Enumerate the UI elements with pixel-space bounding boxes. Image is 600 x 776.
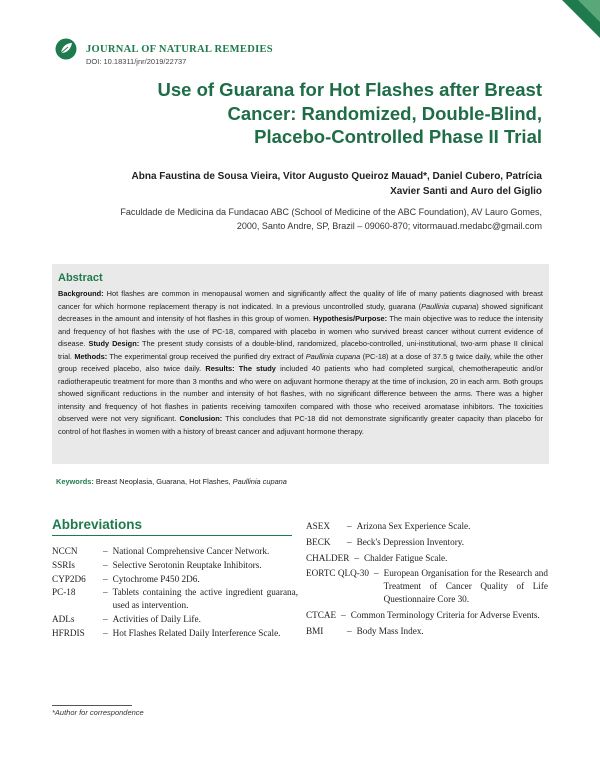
journal-leaf-icon xyxy=(55,38,77,60)
abbreviation-definition: European Organisation for the Research and Treatment of Cancer Quality of Life Questionnaire Core 30. xyxy=(383,568,548,604)
abstract-text xyxy=(58,288,543,438)
authors xyxy=(60,170,542,199)
title-line: Cancer: Randomized, Double-Blind, xyxy=(227,102,542,124)
abbreviation-row xyxy=(52,627,298,640)
abbreviation-definition: Body Mass Index. xyxy=(356,625,424,636)
abbreviation-row xyxy=(306,567,548,605)
abbreviation-dash: – xyxy=(347,625,352,636)
abbreviations-heading: Abbreviations xyxy=(52,517,143,532)
methods-label: Methods: xyxy=(71,351,108,361)
species-name: Paullinia cupana xyxy=(421,301,477,311)
abbreviation-definition: Cytochrome P450 2D6. xyxy=(112,573,200,584)
keywords-species: Paullinia cupana xyxy=(232,477,287,486)
footnote: *Author for correspondence xyxy=(52,708,144,717)
abbreviation-definition: Activities of Daily Life. xyxy=(112,613,201,624)
abbreviations-right-column xyxy=(306,520,548,638)
abbreviation-term: SSRIs xyxy=(52,559,75,570)
conclusion-text: This concludes that PC-18 did not demonstrate significantly greater capacity than placebo for control of hot flashes in women with a history of breast cancer and adjuvant hormone therapy. xyxy=(58,414,543,436)
abbreviation-definition: Selective Serotonin Reuptake Inhibitors. xyxy=(112,559,262,570)
affiliation xyxy=(60,205,542,233)
abbreviation-dash: – xyxy=(347,521,352,531)
abbreviation-definition: Tablets containing the active ingredient guarana, used as intervention. xyxy=(112,587,298,611)
corner-decoration-inner xyxy=(578,0,600,22)
abbreviation-row xyxy=(306,520,548,533)
methods-text-cont: (PC-18) at a dose of 37.5 g twice daily, while the other group received placebo, also twice daily. xyxy=(58,351,543,373)
abbreviation-definition: National Comprehensive Cancer Network. xyxy=(112,546,270,556)
authors-line: Xavier Santi and Auro del Giglio xyxy=(390,185,542,197)
abbreviation-term: NCCN xyxy=(52,546,78,556)
background-text: Hot flashes are common in menopausal women and significantly affect the quality of life of many patients diagnosed with breast cancer for which hormone replacement therapy is not indicated. In a previous uncontrolled study, guarana ( xyxy=(58,289,543,311)
abbreviation-row xyxy=(52,573,298,586)
abbreviation-term: PC-18 xyxy=(52,587,76,598)
abbreviation-term: ASEX xyxy=(306,521,330,531)
authors-line: Abna Faustina de Sousa Vieira, Vitor Augusto Queiroz Mauad*, Daniel Cubero, Patrícia xyxy=(131,171,542,182)
abbreviation-dash: – xyxy=(103,546,108,556)
abbreviation-dash: – xyxy=(103,627,108,638)
abbreviation-row xyxy=(52,545,298,558)
conclusion-label: Conclusion: xyxy=(176,414,223,423)
abbreviation-dash: – xyxy=(347,536,352,547)
abbreviation-definition: Hot Flashes Related Daily Interference Scale. xyxy=(112,627,281,638)
methods-text: The experimental group received the purified dry extract of xyxy=(107,351,306,361)
abbreviations-rule xyxy=(52,535,292,536)
design-text: The present study consists of a double-blind, randomized, placebo-controlled, uni-institutional, two-arm phase II clinical trial. xyxy=(58,339,543,361)
title-line: Use of Guarana for Hot Flashes after Breast xyxy=(157,79,542,100)
affiliation-line: Faculdade de Medicina da Fundacao ABC (School of Medicine of the ABC Foundation), AV Lauro Gomes, xyxy=(120,207,542,217)
species-name: Paullinia cupana xyxy=(305,351,361,361)
background-label: Background: xyxy=(58,289,104,298)
hypothesis-text: The main objective was to reduce the intensity and frequency of hot flashes with the use of PC-18, compared with placebo in women who survived breast cancer without current evidence of disease. xyxy=(58,314,543,348)
abbreviation-dash: – xyxy=(103,559,108,570)
abbreviation-dash: – xyxy=(341,609,346,620)
abbreviation-term: ADLs xyxy=(52,613,75,624)
article-title xyxy=(60,78,542,149)
abbreviation-definition: Arizona Sex Experience Scale. xyxy=(356,521,471,531)
abbreviation-row xyxy=(52,559,298,572)
abstract-heading: Abstract xyxy=(58,272,103,284)
journal-name: JOURNAL OF NATURAL REMEDIES xyxy=(86,44,273,55)
results-text: included 40 patients who had completed surgical, chemotherapeutic and/or radiotherapeutic treatment for more than 3 months and who were on adjuvant hormone therapy at the time of inclusion, 20 in each arm. Both groups showed significant reductions in the number and intensity of hot flashes, with no significant difference between the arms. There was a higher intensity and frequency of hot flashes in patients receiving tamoxifen compared with those who received aromatase inhibitors. The toxicities observed were not very significant. xyxy=(58,364,543,423)
abbreviation-term: EORTC QLQ-30 xyxy=(306,568,369,579)
abbreviation-definition: Beck's Depression Inventory. xyxy=(356,536,465,547)
affiliation-line: 2000, Santo Andre, SP, Brazil – 09060-870; vitormauad.medabc@gmail.com xyxy=(236,221,542,231)
abbreviation-term: CHALDER xyxy=(306,552,350,563)
abbreviation-row xyxy=(306,625,548,638)
results-label: Results: The study xyxy=(201,364,276,373)
background-text-cont: ) showed significant decreases in the amount and intensity of hot flashes in this group of women. xyxy=(58,301,543,323)
abbreviation-definition: Common Terminology Criteria for Adverse Events. xyxy=(350,609,540,620)
doi: DOI: 10.18311/jnr/2019/22737 xyxy=(86,57,187,66)
abbreviation-term: BECK xyxy=(306,536,331,547)
keywords-text: Breast Neoplasia, Guarana, Hot Flashes, xyxy=(93,477,233,486)
abbreviation-row xyxy=(52,613,298,626)
abstract-box xyxy=(52,264,549,464)
abbreviation-dash: – xyxy=(103,573,108,584)
footnote-rule xyxy=(52,705,132,706)
abbreviation-row xyxy=(52,586,298,612)
abbreviation-dash: – xyxy=(103,587,108,598)
abbreviation-dash: – xyxy=(374,568,379,579)
abbreviation-dash: – xyxy=(103,613,108,624)
abbreviation-term: BMI xyxy=(306,625,324,636)
abbreviation-term: CTCAE xyxy=(306,609,337,620)
abbreviation-definition: Chalder Fatigue Scale. xyxy=(363,552,448,563)
abbreviation-row xyxy=(306,552,548,565)
abbreviation-row xyxy=(306,609,548,622)
title-line: Placebo-Controlled Phase II Trial xyxy=(254,126,542,147)
abbreviations-left-column xyxy=(52,545,298,641)
abbreviation-term: HFRDIS xyxy=(52,627,85,638)
abbreviation-term: CYP2D6 xyxy=(52,573,86,584)
hypothesis-label: Hypothesis/Purpose: xyxy=(310,314,388,323)
abbreviation-row xyxy=(306,536,548,549)
design-label: Study Design: xyxy=(85,339,140,348)
keywords xyxy=(56,477,287,486)
keywords-label: Keywords: xyxy=(56,477,94,486)
abbreviation-dash: – xyxy=(354,552,359,563)
